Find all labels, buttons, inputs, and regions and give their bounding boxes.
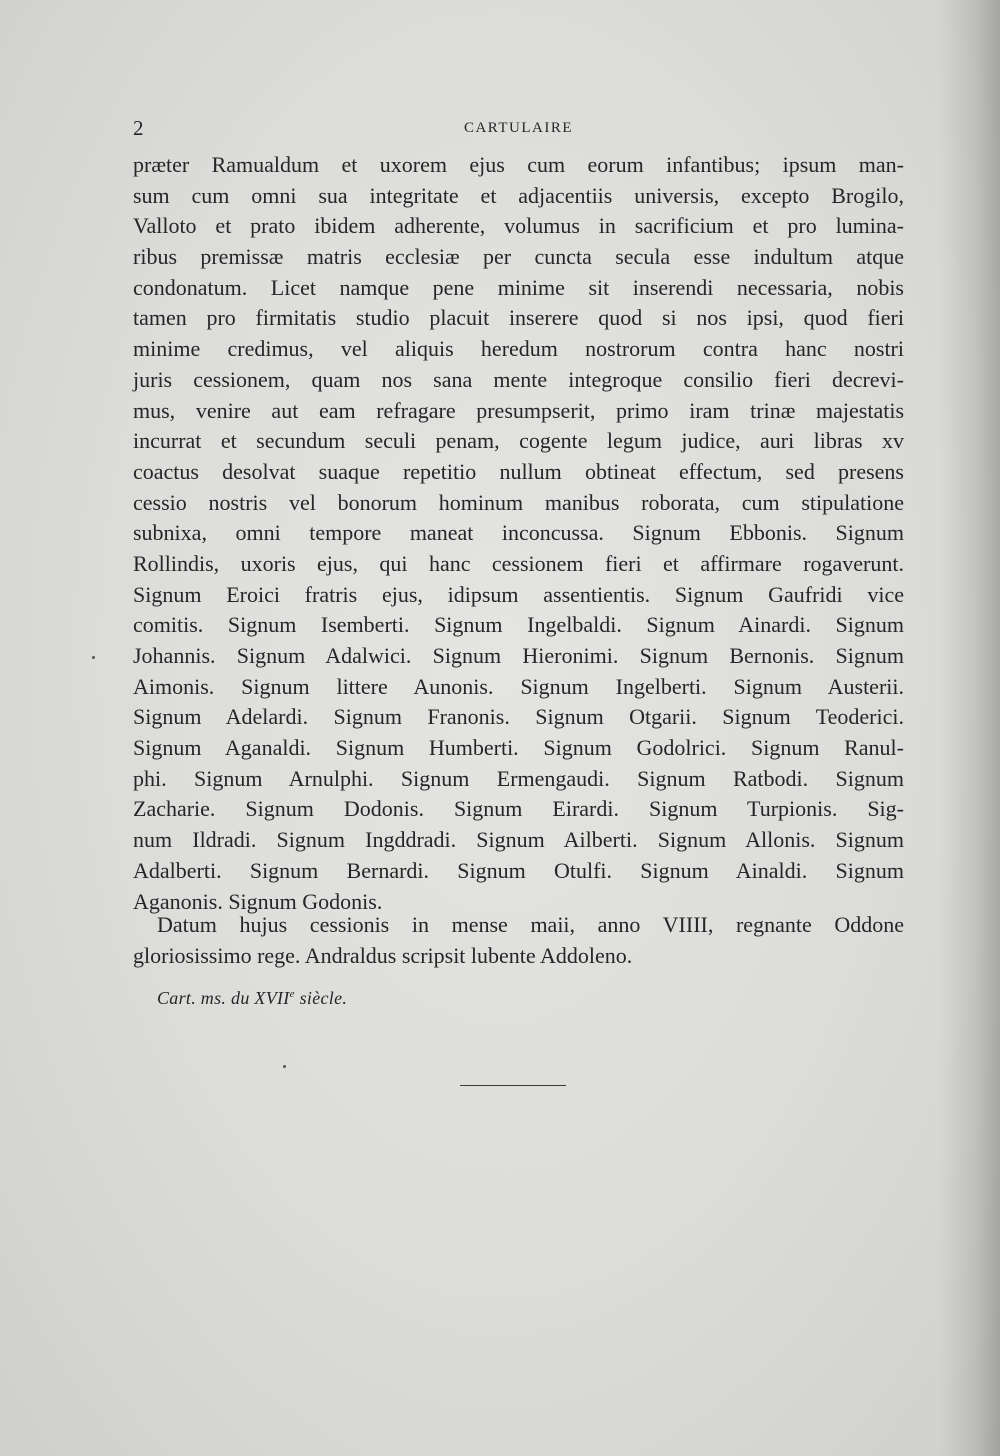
page-number: 2	[133, 116, 144, 140]
section-end-rule	[460, 1085, 566, 1086]
text-line: Johannis. Signum Adalwici. Signum Hieronimi. Signum Bernonis. Signum	[133, 643, 904, 668]
text-line: tamen pro firmitatis studio placuit inserere quod si nos ipsi, quod fieri	[133, 305, 904, 331]
text-line: juris cessionem, quam nos sana mente integroque consilio fieri decrevi-	[133, 366, 904, 392]
text-line: minime credimus, vel aliquis heredum nostrorum contra hanc nostri	[133, 336, 904, 362]
text-line: mus, venire aut eam refragare presumpserit, primo iram trinæ majestatis	[133, 397, 904, 423]
charter-body-text	[133, 150, 904, 917]
text-line: Aimonis. Signum littere Aunonis. Signum Ingelberti. Signum Austerii.	[133, 673, 904, 699]
text-line: Valloto et prato ibidem adherente, volumus in sacrificium et pro lumina-	[133, 213, 904, 239]
datum-paragraph	[133, 910, 904, 971]
running-head: CARTULAIRE	[463, 120, 574, 136]
text-line: sum cum omni sua integritate et adjacentiis universis, excepto Brogilo,	[133, 182, 904, 208]
text-line: ribus premissæ matris ecclesiæ per cuncta secula esse indultum atque	[133, 244, 904, 270]
print-speck	[283, 1065, 286, 1068]
text-line: Signum Aganaldi. Signum Humberti. Signum Godolrici. Signum Ranul-	[133, 735, 904, 761]
datum-line: gloriosissimo rege. Andraldus scripsit lubente Addoleno.	[133, 942, 633, 968]
text-line: præter Ramualdum et uxorem ejus cum eorum infantibus; ipsum man-	[133, 152, 904, 177]
text-line: Aganonis. Signum Godonis.	[133, 888, 383, 914]
text-line: condonatum. Licet namque pene minime sit inserendi necessaria, nobis	[133, 274, 904, 300]
text-line: Signum Eroici fratris ejus, idipsum assentientis. Signum Gaufridi vice	[133, 581, 904, 607]
text-line: coactus desolvat suaque repetitio nullum obtineat effectum, sed presens	[133, 458, 904, 484]
source-citation	[157, 988, 347, 1009]
text-line: Rollindis, uxoris ejus, qui hanc cessionem fieri et affirmare rogaverunt.	[133, 550, 904, 576]
text-line: cessio nostris vel bonorum hominum manibus roborata, cum stipulatione	[133, 489, 904, 515]
source-citation-text: Cart. ms. du XVII	[157, 988, 290, 1008]
datum-line: Datum hujus cessionis in mense maii, anno VIIII, regnante Oddone	[157, 912, 904, 937]
text-line: subnixa, omni tempore maneat inconcussa. Signum Ebbonis. Signum	[133, 520, 904, 546]
text-line: incurrat et secundum seculi penam, cogente legum judice, auri libras xv	[133, 428, 904, 454]
text-line: phi. Signum Arnulphi. Signum Ermengaudi. Signum Ratbodi. Signum	[133, 765, 904, 791]
source-citation-superscript: e	[289, 988, 295, 1000]
text-line: Adalberti. Signum Bernardi. Signum Otulfi. Signum Ainaldi. Signum	[133, 857, 904, 883]
print-speck	[92, 656, 95, 659]
source-citation-suffix: siècle.	[294, 988, 348, 1008]
text-line: Zacharie. Signum Dodonis. Signum Eirardi. Signum Turpionis. Sig-	[133, 796, 904, 822]
text-line: comitis. Signum Isemberti. Signum Ingelbaldi. Signum Ainardi. Signum	[133, 612, 904, 638]
text-line: Signum Adelardi. Signum Franonis. Signum Otgarii. Signum Teoderici.	[133, 704, 904, 730]
page-edge-shadow	[940, 0, 1000, 1456]
page-header	[133, 116, 904, 144]
text-line: num Ildradi. Signum Ingddradi. Signum Ailberti. Signum Allonis. Signum	[133, 827, 904, 853]
